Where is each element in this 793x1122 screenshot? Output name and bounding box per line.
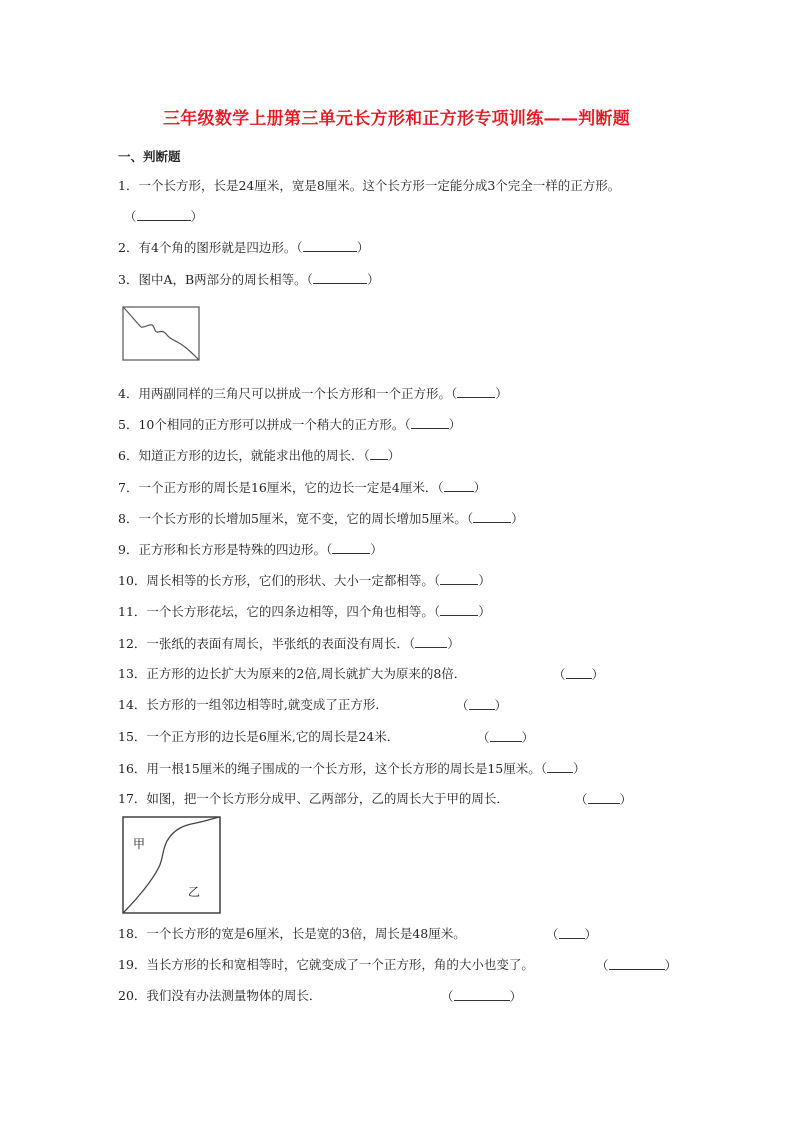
answer-blank[interactable] — [440, 572, 478, 585]
question-7: 7．一个正方形的周长是16厘米，它的边长一定是4厘米．（ ） — [118, 480, 487, 495]
answer-slot-15[interactable]: （ ） — [477, 730, 535, 745]
answer-slot-13[interactable]: （ ） — [553, 667, 605, 682]
answer-blank[interactable] — [137, 208, 191, 221]
question-13: 13．正方形的边长扩大为原来的2倍,周长就扩大为原来的8倍． — [118, 666, 467, 681]
figure-label-jia: 甲 — [133, 837, 146, 851]
answer-blank[interactable] — [370, 447, 388, 460]
answer-blank[interactable] — [559, 926, 585, 939]
figure-q17-rectangle — [122, 815, 222, 915]
answer-blank[interactable] — [411, 416, 449, 429]
question-5: 5．10个相同的正方形可以拼成一个稍大的正方形。（ ） — [118, 417, 462, 432]
figure-q3-rectangle — [122, 306, 202, 362]
answer-blank[interactable] — [588, 791, 620, 804]
answer-slot-19[interactable]: （ ） — [596, 958, 678, 973]
answer-blank[interactable] — [473, 510, 511, 523]
answer-blank[interactable] — [490, 729, 522, 742]
question-18: 18．一个长方形的宽是6厘米，长是宽的3倍，周长是48厘米。 — [118, 926, 466, 941]
answer-blank[interactable] — [303, 239, 357, 252]
question-10: 10．周长相等的长方形，它们的形状、大小一定都相等。（ ） — [118, 573, 491, 588]
answer-blank[interactable] — [440, 603, 478, 616]
answer-blank[interactable] — [609, 957, 665, 970]
question-15: 15．一个正方形的边长是6厘米,它的周长是24米． — [118, 729, 400, 744]
answer-slot-1[interactable]: （ ） — [124, 209, 204, 224]
answer-blank[interactable] — [547, 760, 573, 773]
figure-label-yi: 乙 — [188, 885, 201, 899]
answer-blank[interactable] — [469, 697, 495, 710]
question-19: 19．当长方形的长和宽相等时，它就变成了一个正方形，角的大小也变了。 — [118, 957, 534, 972]
question-11: 11．一个长方形花坛，它的四条边相等，四个角也相等。（ ） — [118, 604, 491, 619]
answer-blank[interactable] — [454, 988, 510, 1001]
answer-slot-14[interactable]: （ ） — [456, 698, 508, 713]
answer-blank[interactable] — [444, 479, 474, 492]
answer-blank[interactable] — [566, 666, 592, 679]
question-17: 17．如图，把一个长方形分成甲、乙两部分，乙的周长大于甲的周长． — [118, 791, 509, 806]
question-1 — [118, 178, 620, 194]
question-16: 16．用一根15厘米的绳子围成的一个长方形，这个长方形的周长是15厘米。（ ） — [118, 761, 586, 776]
question-12: 12．一张纸的表面有周长，半张纸的表面没有周长．（ ） — [118, 636, 460, 651]
question-20: 20．我们没有办法测量物体的周长． — [118, 988, 322, 1003]
question-2: 2．有4个角的图形就是四边形。（ ） — [118, 240, 370, 255]
question-6: 6．知道正方形的边长，就能求出他的周长．（ ） — [118, 448, 401, 463]
answer-blank[interactable] — [457, 385, 495, 398]
question-9: 9．正方形和长方形是特殊的四边形。（ ） — [118, 542, 383, 557]
question-3: 3．图中A，B两部分的周长相等。（ ） — [118, 272, 380, 287]
question-number: 1． — [118, 178, 139, 193]
answer-blank[interactable] — [313, 271, 367, 284]
answer-slot-17[interactable]: （ ） — [575, 792, 633, 807]
question-text: 一个长方形，长是24厘米，宽是8厘米。这个长方形一定能分成3个完全一样的正方形。 — [138, 178, 621, 193]
question-4: 4．用两副同样的三角尺可以拼成一个长方形和一个正方形。（ ） — [118, 386, 508, 401]
question-8: 8．一个长方形的长增加5厘米，宽不变，它的周长增加5厘米。（ ） — [118, 511, 524, 526]
question-14: 14．长方形的一组邻边相等时,就变成了正方形． — [118, 697, 388, 712]
answer-slot-20[interactable]: （ ） — [441, 989, 523, 1004]
answer-blank[interactable] — [415, 635, 447, 648]
section-heading: 一、判断题 — [118, 149, 181, 164]
document-title: 三年级数学上册第三单元长方形和正方形专项训练——判断题 — [162, 109, 631, 129]
answer-blank[interactable] — [332, 541, 370, 554]
answer-slot-18[interactable]: （ ） — [546, 927, 598, 942]
